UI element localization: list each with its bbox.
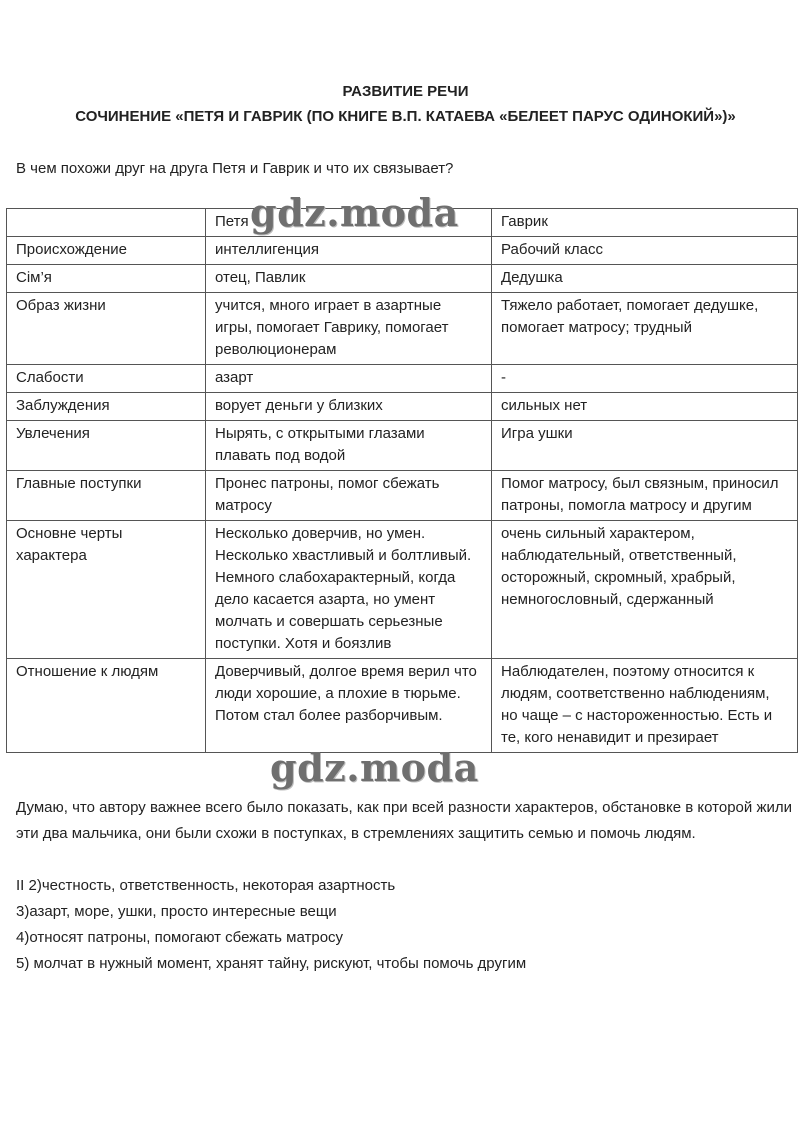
table-row <box>7 421 798 471</box>
answer-item: II 2)честность, ответственность, некоторая азартность <box>16 877 396 894</box>
petya-cell: Несколько доверчив, но умен. Несколько хвастливый и болтливый. Немного слабохарактерный, когда дело касается азарта, но умент молчать и совершать серьезные поступки. Хотя и боязлив <box>206 521 492 659</box>
petya-cell: Пронес патроны, помог сбежать матросу <box>206 471 492 521</box>
table-row <box>7 471 798 521</box>
gavrik-cell: Наблюдателен, поэтому относится к людям, соответственно наблюдениям, но чаще – с настороженностью. Есть и те, кого ненавидит и презирает <box>492 659 798 753</box>
table-row <box>7 393 798 421</box>
answer-item: 3)азарт, море, ушки, просто интересные вещи <box>16 903 337 920</box>
gavrik-cell: Помог матросу, был связным, приносил патроны, помогла матросу и другим <box>492 471 798 521</box>
gavrik-cell: очень сильный характером, наблюдательный, ответственный, осторожный, скромный, храбрый, немногословный, сдержанный <box>492 521 798 659</box>
header-cell-gavrik: Гаврик <box>492 209 798 237</box>
row-label: Отношение к людям <box>7 659 206 753</box>
petya-cell: Доверчивый, долгое время верил что люди хорошие, а плохие в тюрьме. Потом стал более разборчивым. <box>206 659 492 753</box>
conclusion-paragraph: Думаю, что автору важнее всего было показать, как при всей разности характеров, обстановке в которой жили эти два мальчика, они были схожи в поступках, в стремлениях защитить семью и помочь людям. <box>16 799 792 842</box>
table-row <box>7 293 798 365</box>
petya-cell: учится, много играет в азартные игры, помогает Гаврику, помогает революционерам <box>206 293 492 365</box>
row-label: Основне черты характера <box>7 521 206 659</box>
row-label: Образ жизни <box>7 293 206 365</box>
row-label: Сім’я <box>7 265 206 293</box>
header-cell-petya: Петя <box>206 209 492 237</box>
gavrik-cell: сильных нет <box>492 393 798 421</box>
answers-list <box>16 873 526 977</box>
table-row <box>7 521 798 659</box>
table-row <box>7 237 798 265</box>
page-subtitle: СОЧИНЕНИЕ «ПЕТЯ И ГАВРИК (ПО КНИГЕ В.П. КАТАЕВА «БЕЛЕЕТ ПАРУС ОДИНОКИЙ»)» <box>75 108 736 125</box>
petya-cell: Нырять, с открытыми глазами плавать под водой <box>206 421 492 471</box>
petya-cell: отец, Павлик <box>206 265 492 293</box>
answer-item: 5) молчат в нужный момент, хранят тайну, рискуют, чтобы помочь другим <box>16 955 527 972</box>
gavrik-cell: Тяжело работает, помогает дедушке, помогает матросу; трудный <box>492 293 798 365</box>
watermark-top: gdz.moda <box>250 190 459 235</box>
table-row <box>7 659 798 753</box>
table-row <box>7 265 798 293</box>
row-label: Слабости <box>7 365 206 393</box>
page-title: РАЗВИТИЕ РЕЧИ <box>342 83 469 100</box>
petya-cell: интеллигенция <box>206 237 492 265</box>
gavrik-cell: Рабочий класс <box>492 237 798 265</box>
gavrik-cell: Игра ушки <box>492 421 798 471</box>
gavrik-cell: - <box>492 365 798 393</box>
row-label: Происхождение <box>7 237 206 265</box>
gavrik-cell: Дедушка <box>492 265 798 293</box>
table-row <box>7 365 798 393</box>
answer-item: 4)относят патроны, помогают сбежать матросу <box>16 929 344 946</box>
watermark-bottom: gdz.moda <box>270 745 479 790</box>
row-label: Увлечения <box>7 421 206 471</box>
petya-cell: ворует деньги у близких <box>206 393 492 421</box>
row-label: Заблуждения <box>7 393 206 421</box>
comparison-table <box>6 208 798 753</box>
question-text: В чем похожи друг на друга Петя и Гаврик и что их связывает? <box>16 160 454 177</box>
header-cell-empty <box>7 209 206 237</box>
petya-cell: азарт <box>206 365 492 393</box>
row-label: Главные поступки <box>7 471 206 521</box>
